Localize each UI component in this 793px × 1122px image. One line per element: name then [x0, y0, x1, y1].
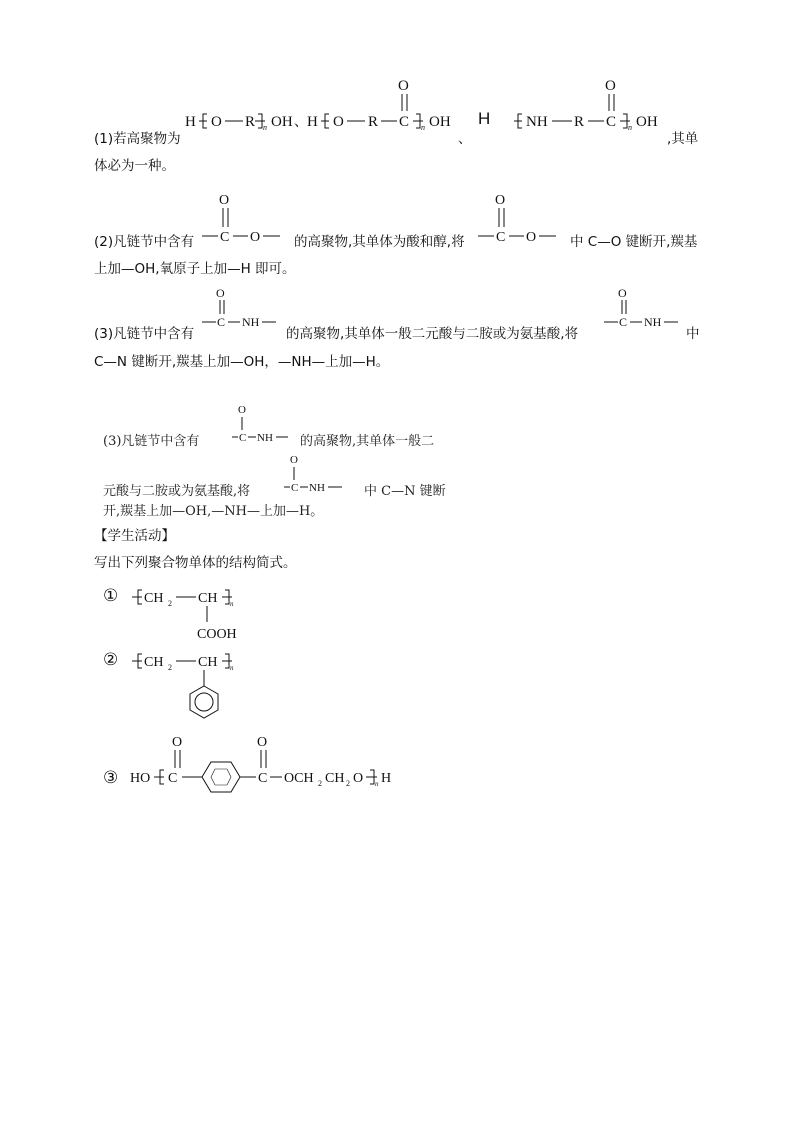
svg-text:O: O: [605, 78, 616, 94]
p3-suffix: 中: [686, 326, 700, 342]
svg-text:O: O: [257, 735, 268, 750]
p3-mid: 的高聚物,其单体一般二元酸与二胺或为氨基酸,将: [286, 326, 579, 342]
p3-cont: C—N 键断开,羰基上加—OH，—NH—上加—H。: [94, 354, 390, 370]
svg-text:C: C: [220, 230, 230, 245]
svg-text:C: C: [239, 432, 247, 444]
svg-text:n: n: [375, 780, 379, 788]
ester-group-2: [476, 190, 562, 250]
svg-text:COOH: COOH: [197, 627, 237, 642]
svg-text:H: H: [307, 114, 318, 130]
svg-text:NH: NH: [257, 432, 273, 444]
scan-amide-group-1: [232, 402, 298, 448]
p2-suffix: 中 C—O 键断开,羰基: [570, 234, 698, 250]
svg-text:CH: CH: [144, 655, 164, 670]
p1-connector-h: H: [478, 109, 491, 128]
scan-line1-prefix: (3)凡链节中含有: [103, 434, 200, 449]
svg-text:n: n: [230, 664, 234, 672]
polymer-formula-2: [508, 76, 668, 146]
svg-text:O: O: [398, 78, 409, 94]
svg-text:O: O: [238, 404, 246, 416]
scan-line2-suffix: 中 C—N 键断: [364, 484, 446, 499]
scan-amide-group-2: [284, 452, 356, 498]
svg-text:C: C: [606, 114, 617, 130]
svg-text:R: R: [574, 114, 585, 130]
svg-text:NH: NH: [309, 482, 325, 494]
svg-text:C: C: [291, 482, 299, 494]
svg-text:OCH: OCH: [284, 771, 314, 786]
svg-text:O: O: [526, 230, 537, 245]
svg-text:HO: HO: [130, 771, 151, 786]
scan-line2-prefix: 元酸与二胺或为氨基酸,将: [103, 484, 251, 499]
amide-group-2: [602, 285, 686, 337]
svg-text:O: O: [216, 286, 225, 300]
svg-text:H: H: [381, 771, 392, 786]
polymer-formula-1: [183, 76, 463, 146]
svg-text:CH: CH: [198, 655, 218, 670]
p2-cont: 上加—OH,氧原子上加—H 即可。: [94, 261, 296, 277]
p1-cont: 体必为一种。: [94, 158, 175, 174]
svg-text:OH: OH: [429, 114, 451, 130]
polymer-acrylic-acid: [130, 584, 260, 646]
svg-text:O: O: [290, 454, 298, 466]
p1-sep: 、: [458, 131, 472, 147]
amide-group-1: [200, 285, 284, 337]
p2-prefix: (2)凡链节中含有: [94, 234, 195, 250]
item-3-number: ③: [103, 768, 119, 788]
svg-text:NH: NH: [526, 114, 548, 130]
p3-prefix: (3)凡链节中含有: [94, 326, 195, 342]
item-1-number: ①: [103, 586, 119, 606]
svg-text:R: R: [368, 114, 379, 130]
svg-text:C: C: [217, 315, 226, 329]
p2-mid: 的高聚物,其单体为酸和醇,将: [294, 234, 465, 250]
p1-suffix: ,其单: [667, 131, 699, 147]
scan-line1-suffix: 的高聚物,其单体一般二: [300, 434, 435, 449]
svg-text:O: O: [172, 735, 183, 750]
svg-text:CH: CH: [198, 591, 218, 606]
svg-text:C: C: [619, 315, 628, 329]
svg-text:C: C: [258, 771, 268, 786]
scan-line3: 开,羰基上加—OH,—NH—上加—H。: [103, 504, 324, 519]
svg-text:2: 2: [346, 779, 350, 788]
svg-text:O: O: [333, 114, 344, 130]
f1-h: H: [185, 114, 196, 130]
svg-text:n: n: [628, 123, 632, 132]
svg-text:NH: NH: [242, 315, 260, 329]
svg-text:O: O: [353, 771, 364, 786]
activity-instruction: 写出下列聚合物单体的结构简式。: [94, 555, 297, 571]
svg-text:OH: OH: [271, 114, 293, 130]
svg-text:2: 2: [168, 663, 172, 672]
polymer-pet: [130, 732, 420, 796]
svg-text:2: 2: [318, 779, 322, 788]
activity-title: 【学生活动】: [94, 528, 175, 544]
svg-text:C: C: [399, 114, 410, 130]
svg-text:n: n: [263, 123, 267, 132]
svg-text:CH: CH: [144, 591, 164, 606]
p1-prefix: (1)若高聚物为: [94, 131, 181, 147]
svg-text:n: n: [421, 123, 425, 132]
svg-text:C: C: [496, 230, 506, 245]
svg-text:CH: CH: [325, 771, 345, 786]
svg-text:O: O: [618, 286, 627, 300]
svg-text:O: O: [219, 193, 230, 208]
polymer-polystyrene: [130, 648, 260, 724]
svg-text:C: C: [168, 771, 178, 786]
item-2-number: ②: [103, 650, 119, 670]
svg-text:n: n: [230, 600, 234, 608]
svg-text:NH: NH: [644, 315, 662, 329]
svg-text:O: O: [250, 230, 261, 245]
svg-text:OH: OH: [636, 114, 658, 130]
svg-text:O: O: [495, 193, 506, 208]
ester-group-1: [200, 190, 286, 250]
svg-text:2: 2: [168, 599, 172, 608]
svg-text:、: 、: [294, 115, 308, 130]
svg-text:R: R: [245, 114, 256, 130]
svg-text:O: O: [211, 114, 222, 130]
